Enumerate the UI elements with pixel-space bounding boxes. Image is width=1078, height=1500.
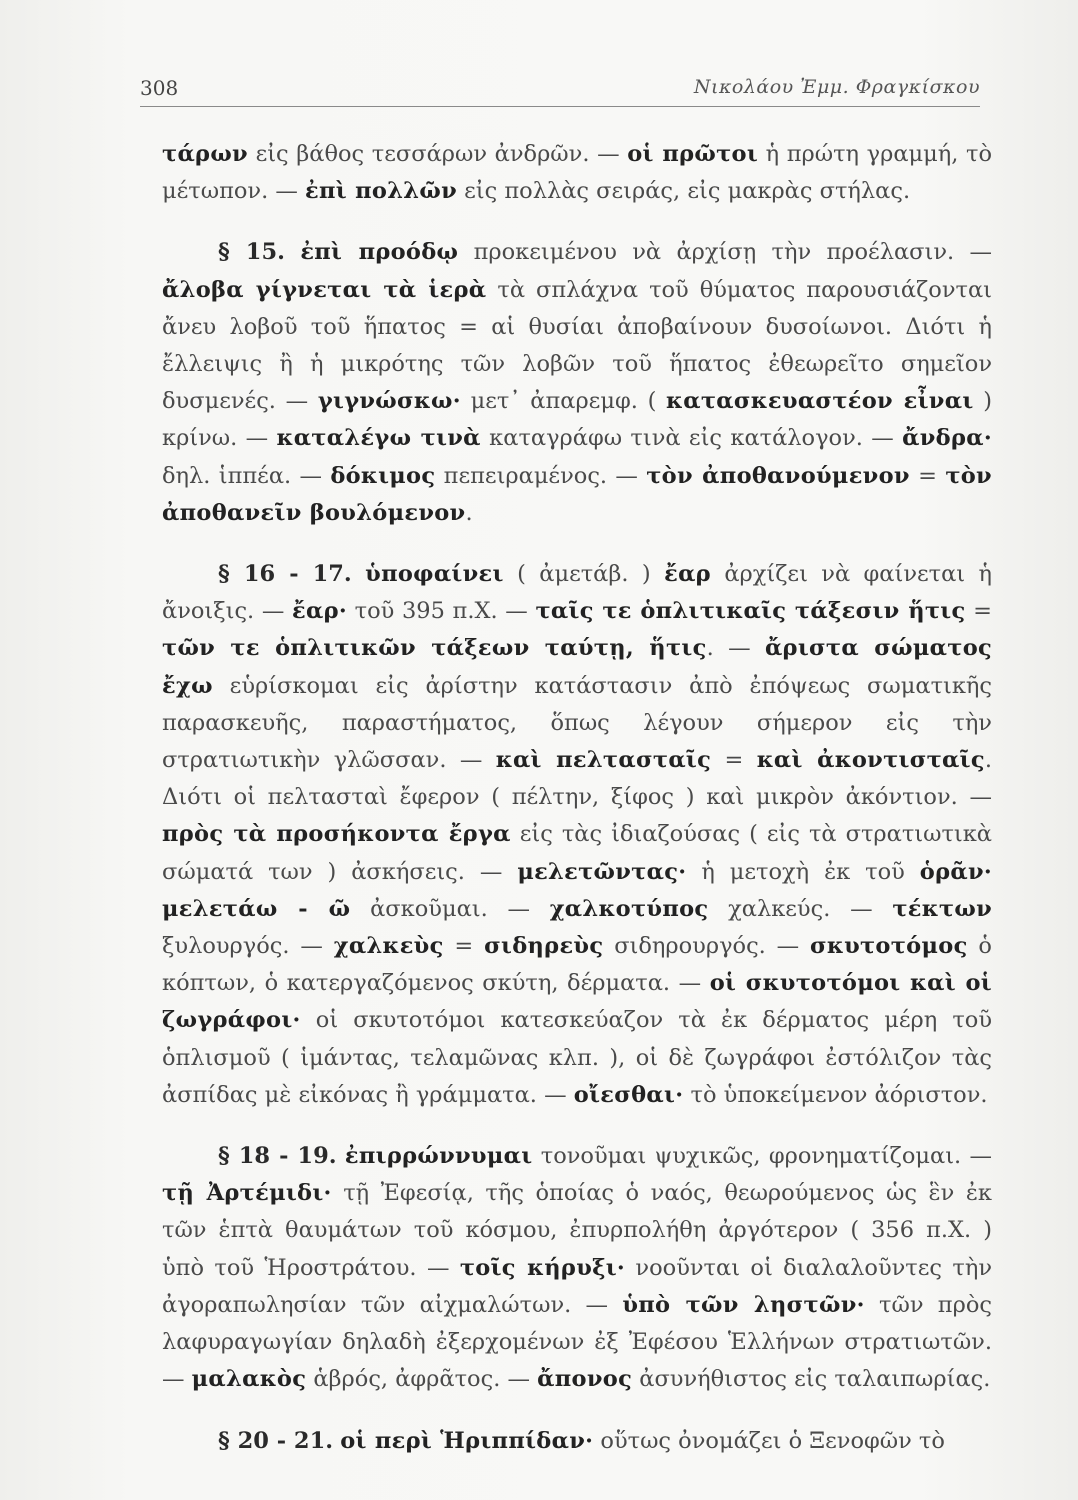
paragraph-section-18-19: § 18 - 19. ἐπιρρώννυμαι τονοῦμαι ψυχικῶς, φρονηματίζομαι. — τῇ Ἀρτέμιδι· τῇ Ἐφεσίᾳ, τῆς ὁποίας ὁ ναός, θεωρούμενος ὡς ἓν ἐκ τῶν ἑπτὰ θαυμάτων τοῦ κόσμου, ἐπυρπολήθη ἀργότερον ( 356 π.Χ. ) ὑπὸ τοῦ Ἡροστράτου. — τοῖς κήρυξι· νοοῦνται οἱ διαλαλοῦντες τὴν ἀγοραπωλησίαν τῶν αἰχμαλώτων. — ὑπὸ τῶν ληστῶν· τῶν πρὸς λαφυραγωγίαν δηλαδὴ ἐξερχομένων ἐξ Ἐφέσου Ἑλλήνων στρατιωτῶν. — μαλακὸς ἁβρός, ἀφρᾶτος. — ἄπονος ἀσυνήθιστος εἰς ταλαιπωρίας. [162, 1143, 993, 1393]
section-marker: § 20 - 21. [218, 1427, 334, 1454]
page-number: 308 [140, 76, 179, 100]
running-head [140, 70, 980, 107]
section-marker: § 16 - 17. [218, 561, 352, 588]
running-title: Νικολάου Ἐμμ. Φραγκίσκου [693, 76, 980, 98]
paragraph-section-20-21: § 20 - 21. οἱ περὶ Ἡριππίδαν· οὕτως ὀνομάζει ὁ Ξενοφῶν τὸ [218, 1427, 945, 1454]
section-marker: § 18 - 19. [218, 1143, 337, 1170]
paragraph-section-16-17: § 16 - 17. ὑποφαίνει ( ἀμετάβ. ) ἔαρ ἀρχίζει νὰ φαίνεται ἡ ἄνοιξις. — ἔαρ· τοῦ 395 π.Χ. — ταῖς τε ὁπλιτικαῖς τάξεσιν ἥτις = τῶν τε ὁπλιτικῶν τάξεων ταύτῃ, ἥτις. — ἄριστα σώματος ἔχω εὑρίσκομαι εἰς ἀρίστην κατάστασιν ἀπὸ ἐπόψεως σωματικῆς παρασκευῆς, παραστήματος, ὅπως λέγουν σήμερον εἰς τὴν στρατιωτικὴν γλῶσσαν. — καὶ πελτασταῖς = καὶ ἀκοντισταῖς. Διότι οἱ πελτασταὶ ἔφερον ( πέλτην, ξίφος ) καὶ μικρὸν ἀκόντιον. — πρὸς τὰ προσήκοντα ἔργα εἰς τὰς ἰδιαζούσας ( εἰς τὰ στρατιωτικὰ σώματά των ) ἀσκήσεις. — μελετῶντας· ἡ μετοχὴ ἐκ τοῦ ὁρᾶν· μελετάω - ῶ ἀσκοῦμαι. — χαλκοτύπος χαλκεύς. — τέκτων ξυλουργός. — χαλκεὺς = σιδηρεὺς σιδηρουργός. — σκυτοτόμος ὁ κόπτων, ὁ κατεργαζόμενος σκύτη, δέρματα. — οἱ σκυτοτόμοι καὶ οἱ ζωγράφοι· οἱ σκυτοτόμοι κατεσκεύαζον τὰ ἐκ δέρματος μέρη τοῦ ὁπλισμοῦ ( ἱμάντας, τελαμῶνας κλπ. ), οἱ δὲ ζωγράφοι ἐστόλιζον τὰς ἀσπίδας μὲ εἰκόνας ἢ γράμματα. — οἴεσθαι· τὸ ὑποκείμενον ἀόριστον. [162, 561, 993, 1108]
paragraph-continuation: τάρων εἰς βάθος τεσσάρων ἀνδρῶν. — οἱ πρῶτοι ἡ πρώτη γραμμή, τὸ μέτωπον. — ἐπὶ πολλῶν εἰς πολλὰς σειράς, εἰς μακρὰς στήλας. [162, 141, 993, 205]
commentary-text [162, 136, 992, 1460]
paragraph-section-15: § 15. ἐπὶ προόδῳ προκειμένου νὰ ἀρχίσῃ τὴν προέλασιν. — ἄλοβα γίγνεται τὰ ἱερὰ τὰ σπλάχνα τοῦ θύματος παρουσιάζονται ἄνευ λοβοῦ τοῦ ἥπατος = αἱ θυσίαι ἀποβαίνουν δυσοίωνοι. Διότι ἡ ἔλλειψις ἢ ἡ μικρότης τῶν λοβῶν τοῦ ἥπατος ἐθεωρεῖτο σημεῖον δυσμενές. — γιγνώσκω· μετ᾿ ἀπαρεμφ. ( κατασκευαστέον εἶναι ) κρίνω. — καταλέγω τινὰ καταγράφω τινὰ εἰς κατάλογον. — ἄνδρα· δηλ. ἱππέα. — δόκιμος πεπειραμένος. — τὸν ἀποθανούμενον = τὸν ἀποθανεῖν βουλόμενον. [162, 239, 993, 526]
section-marker: § 15. [218, 239, 285, 266]
